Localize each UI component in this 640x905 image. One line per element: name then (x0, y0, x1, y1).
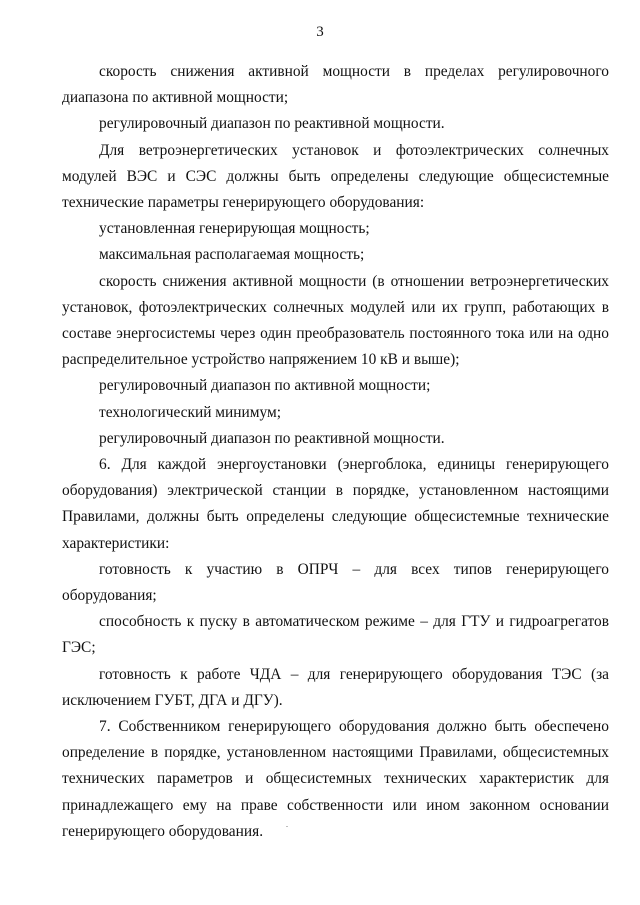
paragraph: регулировочный диапазон по реактивной мощности. (99, 115, 445, 133)
paragraph: 6. Для каждой энергоустановки (энергоблока, единицы генерирующего оборудования) электрической станции в порядке, установленном настоящими Правилами, должны быть определены следующие общесистемные технические характеристики: (62, 456, 609, 552)
paragraph: установленная генерирующая мощность; (99, 220, 370, 238)
paragraph: максимальная располагаемая мощность; (99, 246, 365, 264)
paragraph: способность к пуску в автоматическом режиме – для ГТУ и гидроагрегатов ГЭС; (62, 613, 609, 657)
paragraph: 7. Собственником генерирующего оборудования должно быть обеспечено определение в порядке, установленном настоящими Правилами, общесистемных технических параметров и общесистемных технических характеристик для принадлежащего ему на праве собственности или ином законном основании генерирующего оборудования. (62, 718, 609, 840)
paragraph: скорость снижения активной мощности в пределах регулировочного диапазона по активной мощности; (62, 63, 609, 107)
paragraph: регулировочный диапазон по реактивной мощности. (99, 429, 445, 447)
paragraph: Для ветроэнергетических установок и фотоэлектрических солнечных модулей ВЭС и СЭС должны быть определены следующие общесистемные технические параметры генерирующего оборудования: (62, 141, 609, 212)
paragraph: готовность к участию в ОПРЧ – для всех типов генерирующего оборудования; (62, 560, 609, 605)
document-body (62, 59, 609, 845)
paragraph: регулировочный диапазон по активной мощности; (99, 377, 431, 395)
paragraph: скорость снижения активной мощности (в отношении ветроэнергетических установок, фотоэлектрических солнечных модулей или их групп, работающих в составе энергосистемы через один преобразователь постоянного тока или на одно распределительное устройство напряжением 10 кВ и выше); (62, 272, 609, 369)
paragraph: готовность к работе ЧДА – для генерирующего оборудования ТЭС (за исключением ГУБТ, ДГА и ДГУ). (62, 665, 609, 709)
scan-artifact (286, 826, 288, 827)
paragraph: технологический минимум; (99, 403, 281, 421)
page-number: 3 (316, 24, 324, 40)
